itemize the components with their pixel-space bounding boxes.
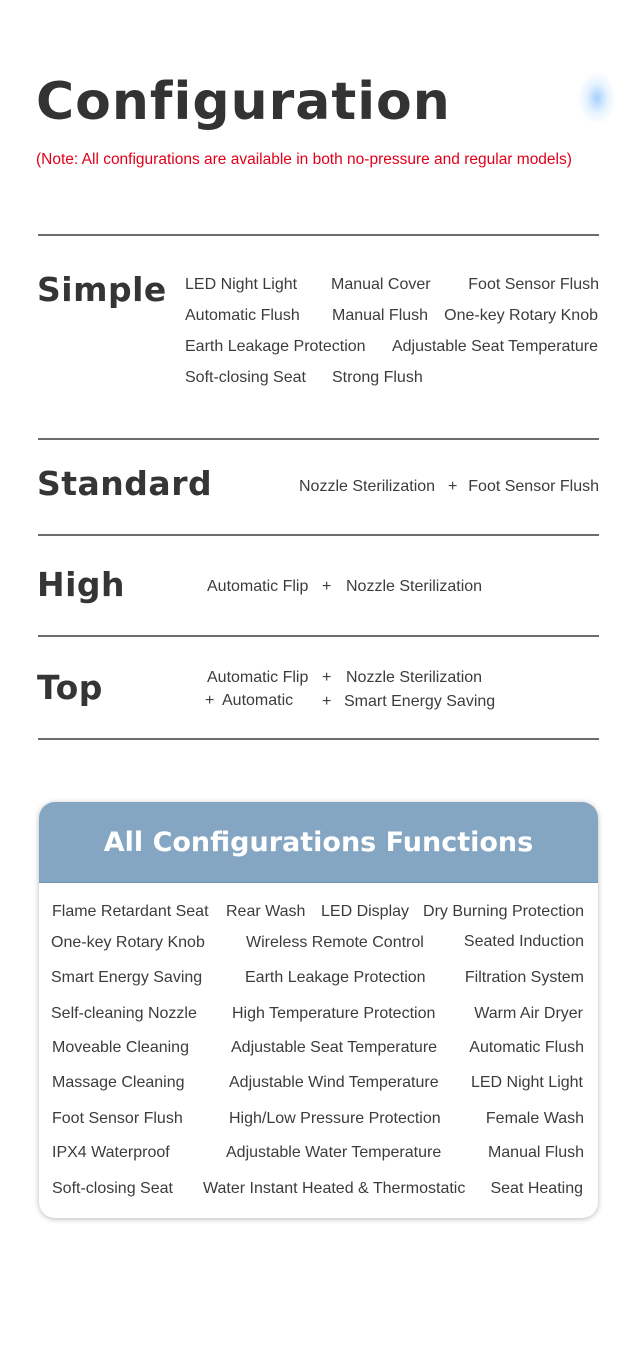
feature-item: Manual Flush <box>332 307 429 324</box>
feature-item: Foot Sensor Flush <box>468 276 599 293</box>
function-item: Flame Retardant Seat <box>52 903 209 920</box>
function-item: Manual Flush <box>487 1144 584 1161</box>
function-item: Adjustable Wind Temperature <box>229 1074 439 1091</box>
all-functions-card <box>39 802 598 1218</box>
plus-sign: + <box>448 478 458 495</box>
feature-item: Earth Leakage Protection <box>185 338 366 355</box>
divider <box>38 234 599 236</box>
divider <box>38 635 599 637</box>
feature-item: Foot Sensor Flush <box>468 478 599 495</box>
function-item: Rear Wash <box>226 903 306 920</box>
function-item: High/Low Pressure Protection <box>229 1110 441 1127</box>
feature-item: Nozzle Sterilization <box>346 578 483 595</box>
feature-item: Smart Energy Saving <box>344 693 496 710</box>
function-item: Seat Heating <box>490 1180 583 1197</box>
function-item: Massage Cleaning <box>52 1074 185 1091</box>
function-item: Earth Leakage Protection <box>245 969 426 986</box>
function-item: Adjustable Water Temperature <box>226 1144 442 1161</box>
function-item: Adjustable Seat Temperature <box>231 1039 438 1056</box>
function-item: Dry Burning Protection <box>423 903 584 920</box>
function-item: Seated Induction <box>463 933 584 950</box>
light-glow-decoration <box>578 72 616 124</box>
feature-item: Automatic Flush <box>185 307 300 324</box>
function-item: Automatic Flush <box>469 1039 584 1056</box>
function-item: LED Night Light <box>470 1074 583 1091</box>
tier-name-high: High <box>37 565 126 604</box>
function-item: Moveable Cleaning <box>52 1039 189 1056</box>
function-item: Self-cleaning Nozzle <box>51 1005 197 1022</box>
plus-sign: + <box>322 669 332 686</box>
feature-item: Strong Flush <box>332 369 423 386</box>
feature-item: Adjustable Seat Temperature <box>391 338 598 355</box>
function-item: Warm Air Dryer <box>474 1005 583 1022</box>
card-title: All Configurations Functions <box>103 827 534 858</box>
feature-item: Manual Cover <box>331 276 431 293</box>
tier-name-top: Top <box>37 668 103 707</box>
function-item: High Temperature Protection <box>232 1005 436 1022</box>
feature-item: Soft-closing Seat <box>185 369 306 386</box>
feature-item: Nozzle Sterilization <box>346 669 483 686</box>
function-item: Foot Sensor Flush <box>52 1110 183 1127</box>
function-item: Filtration System <box>464 969 584 986</box>
feature-item: Automatic <box>222 692 294 709</box>
divider <box>38 534 599 536</box>
function-item: Soft-closing Seat <box>52 1180 173 1197</box>
divider <box>38 438 599 440</box>
plus-sign: + <box>205 692 215 709</box>
divider <box>38 738 599 740</box>
feature-item: One-key Rotary Knob <box>444 307 598 324</box>
card-header <box>39 802 598 883</box>
models-note: (Note: All configurations are available in both no-pressure and regular models) <box>36 151 572 168</box>
plus-sign: + <box>322 578 332 595</box>
feature-item: Automatic Flip <box>207 669 309 686</box>
feature-item: Automatic Flip <box>207 578 309 595</box>
plus-sign: + <box>322 693 332 710</box>
function-item: IPX4 Waterproof <box>52 1144 170 1161</box>
function-item: Water Instant Heated & Thermostatic <box>203 1180 466 1197</box>
tier-name-simple: Simple <box>37 270 167 309</box>
feature-item: Nozzle Sterilization <box>299 478 436 495</box>
feature-item: LED Night Light <box>185 276 298 293</box>
function-item: Wireless Remote Control <box>246 934 424 951</box>
page-title: Configuration <box>36 72 451 132</box>
function-item: Female Wash <box>485 1110 584 1127</box>
function-item: One-key Rotary Knob <box>51 934 205 951</box>
function-item: Smart Energy Saving <box>51 969 203 986</box>
tier-name-standard: Standard <box>37 464 213 503</box>
function-item: LED Display <box>321 903 410 920</box>
